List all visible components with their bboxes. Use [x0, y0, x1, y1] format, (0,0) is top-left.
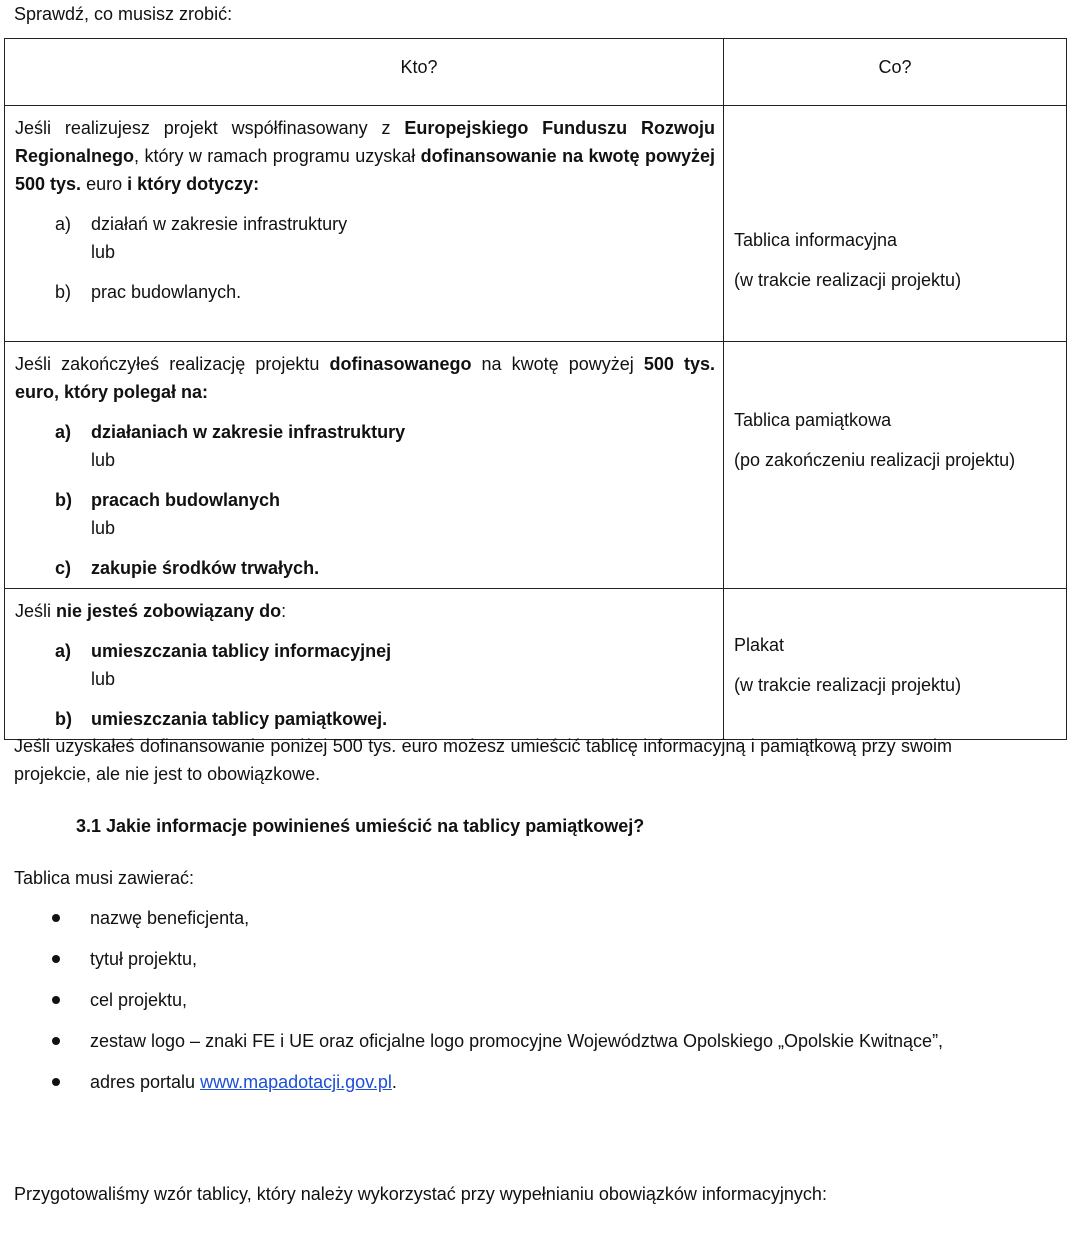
who-intro: [15, 114, 715, 198]
bold-text-segment: 500 tys. euro, który polegał na:: [15, 354, 715, 402]
bullet-text-suffix: .: [391, 1072, 397, 1092]
lub-text: lub: [91, 669, 116, 689]
lub-text: lub: [91, 242, 116, 262]
bullet-icon: [52, 914, 60, 922]
text-segment: , który w ramach programu uzyskał: [134, 146, 421, 166]
text-segment: Jeśli realizujesz projekt współfinasowany z: [15, 118, 405, 138]
who-intro: [15, 597, 715, 625]
item-label: a): [55, 422, 72, 442]
list-item: [0, 1027, 952, 1055]
item-text: umieszczania tablicy pamiątkowej.: [91, 709, 388, 729]
list-item: [15, 554, 715, 582]
item-label: c): [55, 558, 72, 578]
list-item: [15, 418, 715, 446]
list-item: [0, 986, 952, 1014]
item-label: a): [55, 214, 72, 234]
intro-text: Sprawdź, co musisz zrobić:: [14, 4, 233, 24]
bullet-icon: [52, 955, 60, 963]
section-title: 3.1 Jakie informacje powinieneś umieścić na tablicy pamiątkowej?: [76, 816, 645, 836]
list-item: [0, 1068, 952, 1096]
bold-text-segment: dofinasowanego: [329, 354, 472, 374]
what-title: Tablica informacyjna: [734, 230, 898, 250]
template-note: Przygotowaliśmy wzór tablicy, który należy wykorzystać przy wypełnianiu obowiązków informacyjnych:: [14, 1184, 827, 1204]
list-item: [15, 210, 715, 238]
item-text: umieszczania tablicy informacyjnej: [91, 641, 392, 661]
item-label: b): [55, 490, 72, 510]
list-item: [15, 486, 715, 514]
table-row: [5, 589, 1067, 740]
bullet-icon: [52, 1078, 60, 1086]
what-title: Plakat: [734, 635, 785, 655]
portal-link[interactable]: www.mapadotacji.gov.pl: [200, 1072, 392, 1092]
header-who: Kto?: [5, 39, 724, 106]
item-label: b): [55, 709, 72, 729]
who-intro: [15, 350, 715, 406]
list-item: [15, 278, 715, 306]
text-segment: euro: [81, 174, 128, 194]
bullet-text: cel projektu,: [90, 990, 188, 1010]
table-row: [5, 342, 1067, 589]
text-segment: Jeśli zakończyłeś realizację projektu: [15, 354, 330, 374]
text-segment: na kwotę powyżej: [471, 354, 644, 374]
table-header-row: [5, 39, 1067, 106]
item-text: działań w zakresie infrastruktury: [91, 214, 348, 234]
optional-note: Jeśli uzyskałeś dofinansowanie poniżej 500 tys. euro możesz umieścić tablicę informacyjną i pamiątkową przy swoim projekcie, ale nie jest to obowiązkowe.: [14, 736, 952, 784]
list-item: [0, 945, 952, 973]
bullet-text: zestaw logo – znaki FE i UE oraz oficjalne logo promocyjne Województwa Opolskiego „Opolskie Kwitnące”,: [90, 1031, 944, 1051]
lub-text: lub: [91, 450, 116, 470]
list-item: [15, 637, 715, 665]
list-item: [15, 705, 715, 733]
bold-text-segment: Europejskiego Funduszu Rozwoju Regionalnego: [15, 118, 715, 166]
what-title: Tablica pamiątkowa: [734, 410, 892, 430]
item-text: działaniach w zakresie infrastruktury: [91, 422, 406, 442]
bold-text-segment: nie jesteś zobowiązany do: [56, 601, 282, 621]
item-label: a): [55, 641, 72, 661]
what-note: (po zakończeniu realizacji projektu): [734, 450, 1016, 470]
bullet-text: tytuł projektu,: [90, 949, 198, 969]
what-cell: [724, 589, 1067, 740]
obligations-table: [4, 38, 1067, 740]
header-what: Co?: [724, 39, 1067, 106]
lub-text: lub: [91, 518, 116, 538]
text-segment: Jeśli: [15, 601, 57, 621]
must-contain-label: Tablica musi zawierać:: [14, 868, 195, 888]
table-row: [5, 106, 1067, 342]
who-cell: [5, 342, 724, 589]
what-note: (w trakcie realizacji projektu): [734, 675, 962, 695]
text-segment: :: [281, 601, 287, 621]
what-cell: [724, 106, 1067, 342]
item-text: pracach budowlanych: [91, 490, 281, 510]
what-cell: [724, 342, 1067, 589]
who-cell: [5, 106, 724, 342]
bullet-text: nazwę beneficjenta,: [90, 908, 250, 928]
required-elements-list: [0, 904, 952, 1109]
bullet-text-prefix: adres portalu: [90, 1072, 201, 1092]
item-text: prac budowlanych.: [91, 282, 242, 302]
who-cell: [5, 589, 724, 740]
bold-text-segment: dofinansowanie na kwotę powyżej 500 tys.: [15, 146, 715, 194]
list-item: [0, 904, 952, 932]
bold-text-segment: i który dotyczy:: [127, 174, 260, 194]
bullet-icon: [52, 1037, 60, 1045]
bullet-icon: [52, 996, 60, 1004]
item-label: b): [55, 282, 72, 302]
item-text: zakupie środków trwałych.: [91, 558, 320, 578]
what-note: (w trakcie realizacji projektu): [734, 270, 962, 290]
